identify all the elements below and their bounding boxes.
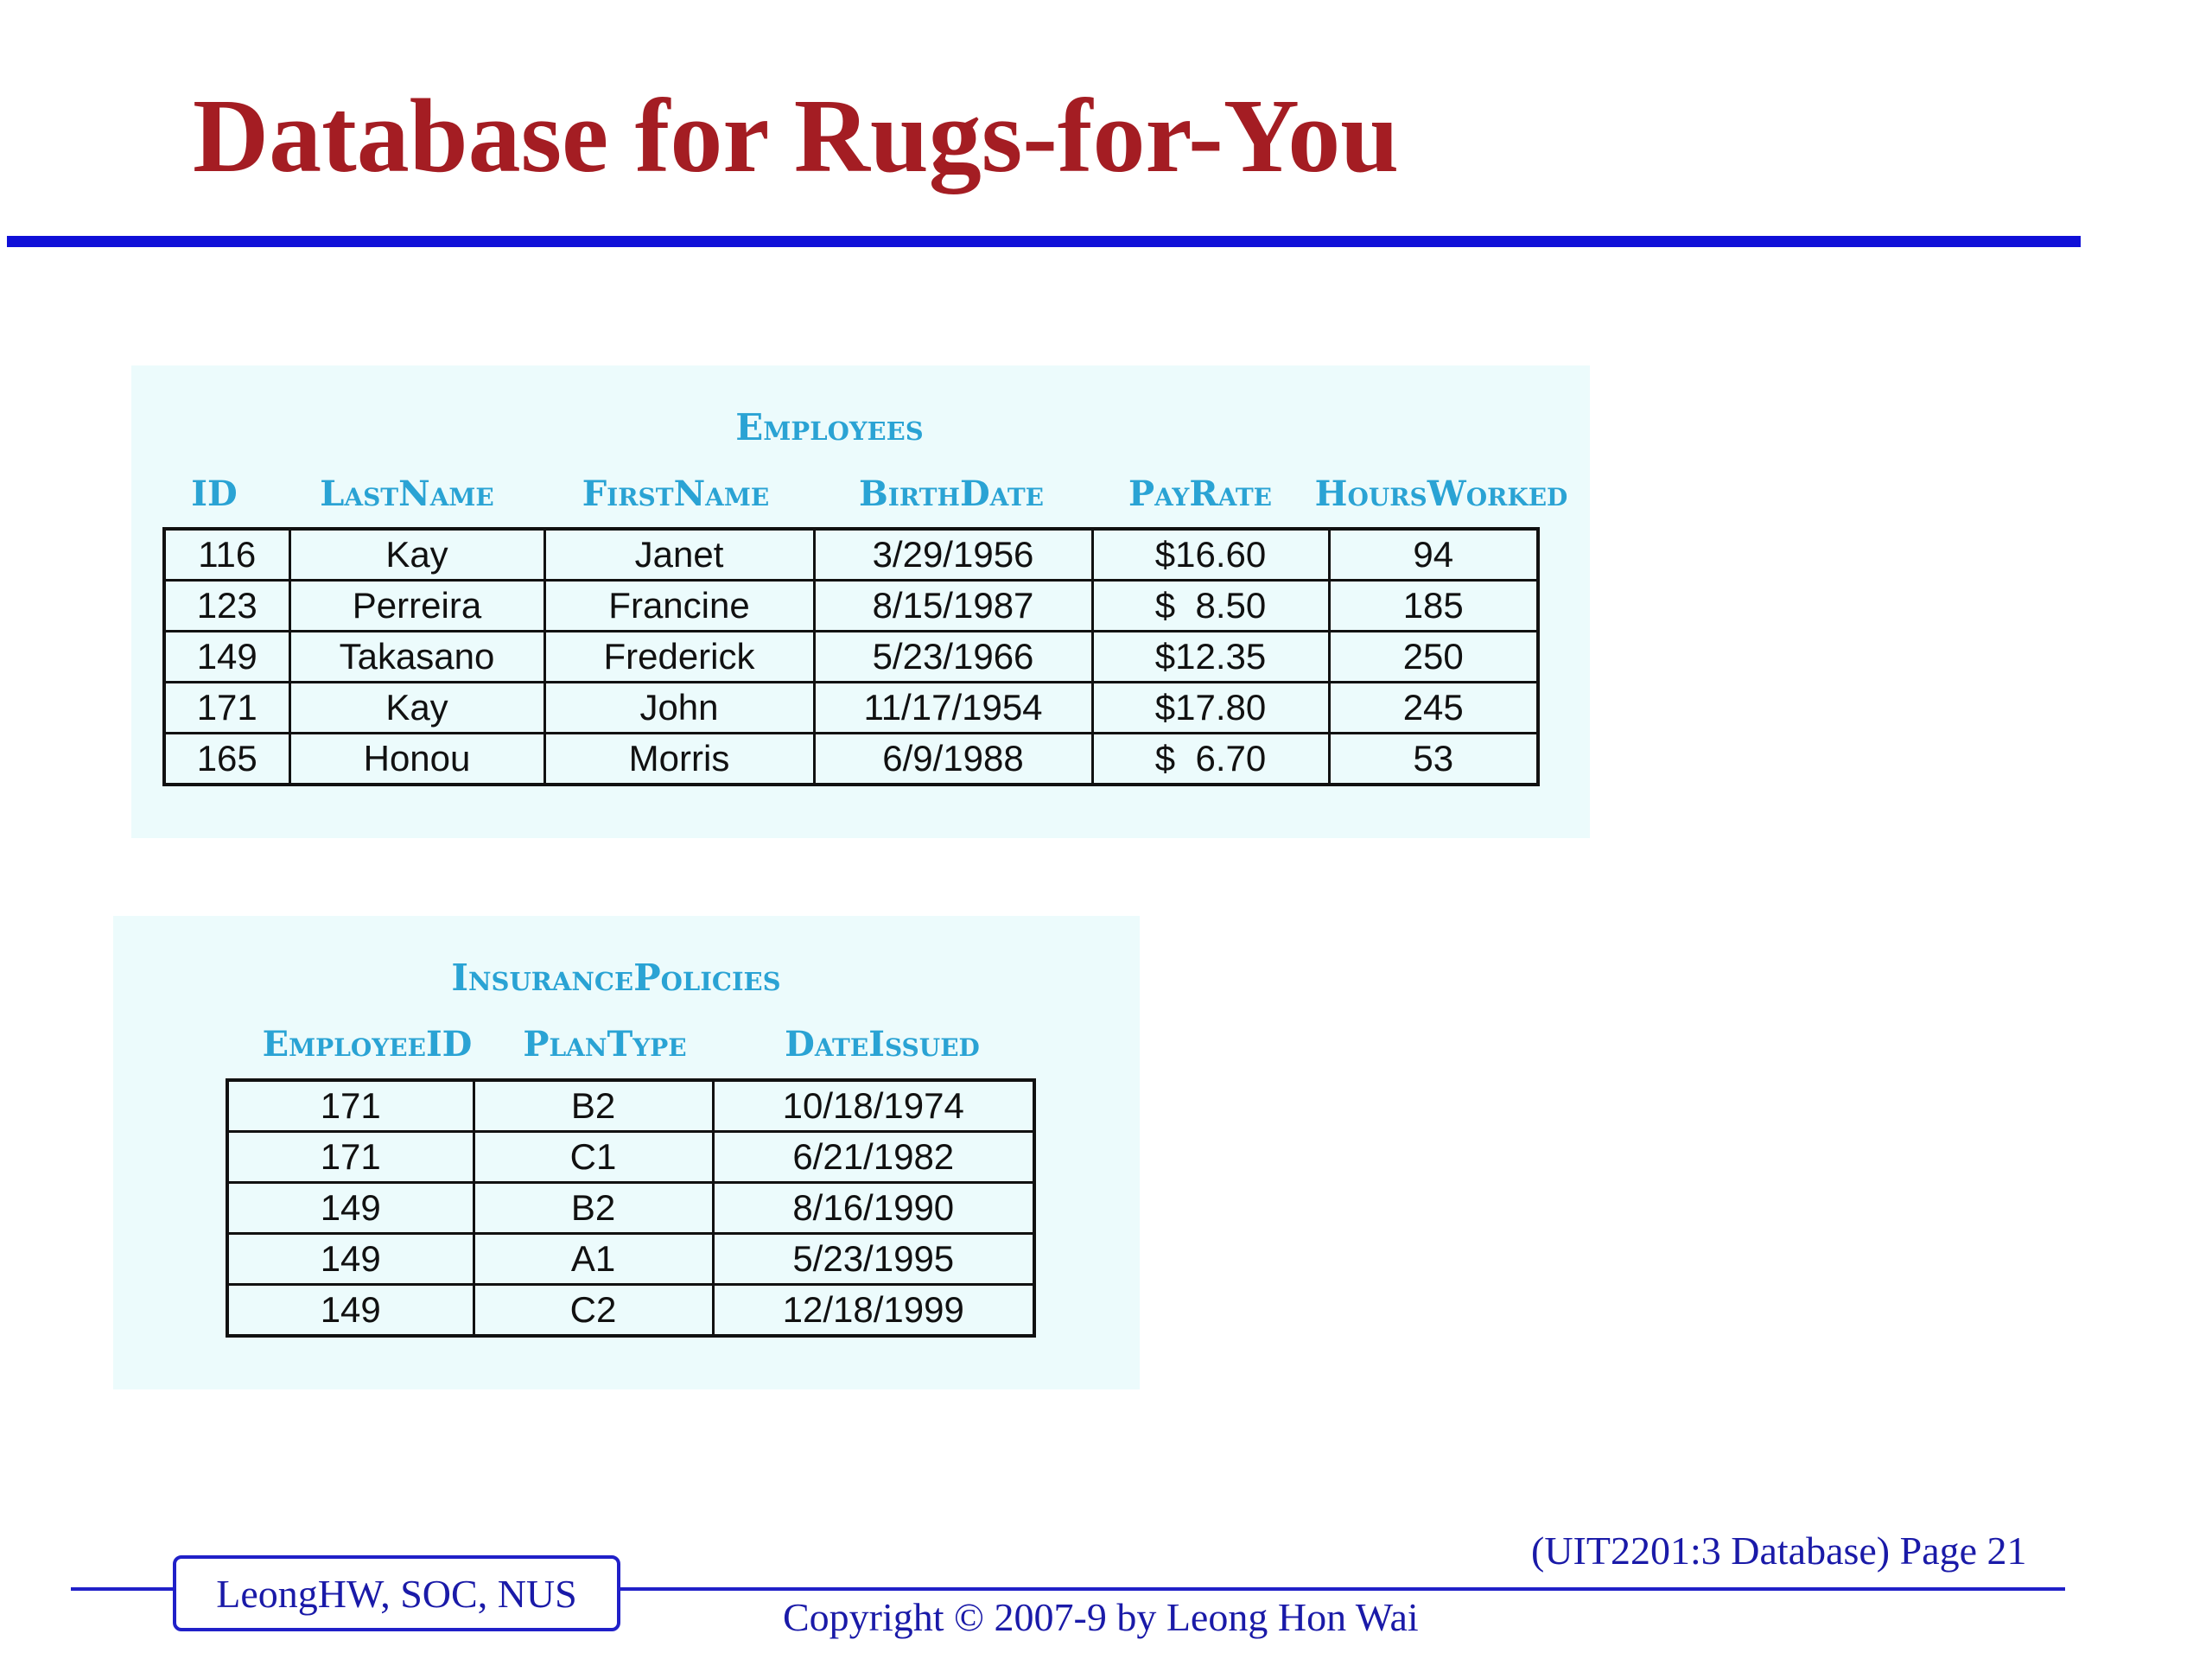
cell-firstname: Francine [544,581,814,632]
cell-payrate: $17.80 [1092,683,1329,734]
cell-birthdate: 6/9/1988 [814,734,1092,785]
cell-id: 149 [164,632,289,683]
cell-id: 165 [164,734,289,785]
cell-birthdate: 8/15/1987 [814,581,1092,632]
table-row [164,529,1538,581]
cell-lastname: Kay [289,529,544,581]
employees-header-birthdate: BirthDate [858,474,1045,514]
cell-payrate: $16.60 [1092,529,1329,581]
table-row [164,581,1538,632]
table-row [164,683,1538,734]
cell-lastname: Takasano [289,632,544,683]
employees-header-lastname: LastName [320,474,494,514]
employees-header-firstname: FirstName [582,474,770,514]
table-row [164,632,1538,683]
cell-birthdate: 11/17/1954 [814,683,1092,734]
cell-plantype: B2 [474,1080,713,1132]
insurance-header-dateissued: DateIssued [785,1024,980,1065]
cell-id: 171 [164,683,289,734]
cell-hoursworked: 94 [1329,529,1538,581]
cell-dateissued: 6/21/1982 [713,1132,1034,1183]
insurance-policies-table [226,1078,1036,1338]
cell-employeeid: 171 [227,1132,474,1183]
employees-table-title: Employees [735,406,924,448]
slide-title: Database for Rugs-for-You [193,78,1400,194]
page-reference: (UIT2201:3 Database) Page 21 [1531,1529,2027,1573]
cell-birthdate: 5/23/1966 [814,632,1092,683]
table-row [227,1285,1034,1337]
employees-header-id: ID [191,474,238,514]
insurance-header-employeeid: EmployeeID [262,1024,473,1065]
cell-firstname: John [544,683,814,734]
cell-dateissued: 5/23/1995 [713,1234,1034,1285]
title-divider [7,236,2081,247]
table-row [164,734,1538,785]
cell-plantype: C1 [474,1132,713,1183]
table-row [227,1132,1034,1183]
cell-id: 116 [164,529,289,581]
employees-table [162,527,1540,786]
employees-header-hoursworked: HoursWorked [1314,474,1568,514]
table-row [227,1183,1034,1234]
cell-employeeid: 149 [227,1285,474,1337]
cell-employeeid: 171 [227,1080,474,1132]
cell-plantype: A1 [474,1234,713,1285]
author-label: LeongHW, SOC, NUS [173,1555,620,1631]
cell-lastname: Honou [289,734,544,785]
cell-firstname: Morris [544,734,814,785]
cell-id: 123 [164,581,289,632]
cell-hoursworked: 53 [1329,734,1538,785]
cell-payrate: $ 8.50 [1092,581,1329,632]
cell-hoursworked: 185 [1329,581,1538,632]
cell-lastname: Perreira [289,581,544,632]
cell-firstname: Janet [544,529,814,581]
cell-hoursworked: 250 [1329,632,1538,683]
insurance-header-plantype: PlanType [523,1024,687,1065]
cell-hoursworked: 245 [1329,683,1538,734]
table-row [227,1080,1034,1132]
cell-payrate: $12.35 [1092,632,1329,683]
copyright-notice: Copyright © 2007-9 by Leong Hon Wai [783,1595,1419,1639]
insurance-table-title: InsurancePolicies [451,957,781,999]
cell-dateissued: 10/18/1974 [713,1080,1034,1132]
cell-birthdate: 3/29/1956 [814,529,1092,581]
cell-firstname: Frederick [544,632,814,683]
cell-plantype: B2 [474,1183,713,1234]
cell-plantype: C2 [474,1285,713,1337]
table-row [227,1234,1034,1285]
cell-dateissued: 8/16/1990 [713,1183,1034,1234]
employees-header-payrate: PayRate [1128,474,1273,514]
cell-payrate: $ 6.70 [1092,734,1329,785]
cell-employeeid: 149 [227,1183,474,1234]
cell-lastname: Kay [289,683,544,734]
cell-employeeid: 149 [227,1234,474,1285]
cell-dateissued: 12/18/1999 [713,1285,1034,1337]
